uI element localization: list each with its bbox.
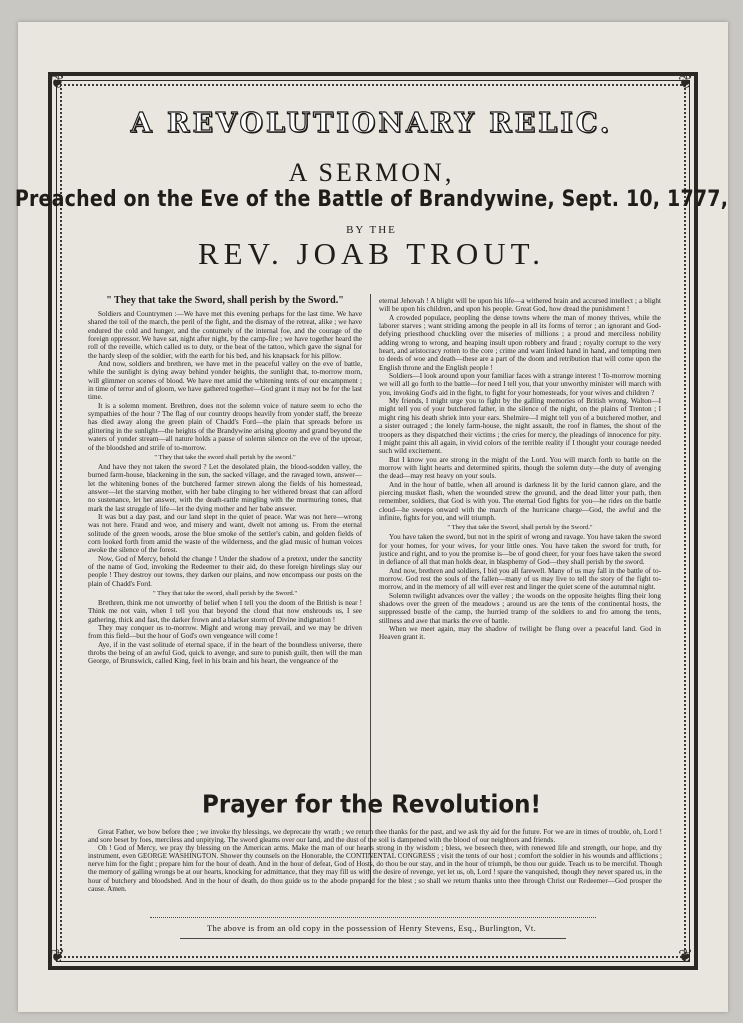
sermon-paragraph: Brethren, think me not unworthy of belief when I tell you the doom of the British is near ! Think me not vain, when I tell you that beyond the cloud that now enshrouds us, I see gathering, thick and fast, the darker frown and a blacker storm of Divine indignation ! — [88, 599, 362, 624]
sermon-paragraph: And now, soldiers and brethren, we have met in the peaceful valley on the eve of battle, while the sunlight is dying away behind yonder heights, the sunlight that, to-morrow morn, will glimmer on scenes of blood. We have met amid the whitening tents of our encampment ; in time of terror and of gloom, we have gathered together—God grant it may not be for the last time. — [88, 360, 362, 402]
prayer-paragraph: Oh ! God of Mercy, we pray thy blessing on the American arms. Make the man of our hearts strong in thy wisdom ; bless, we beseech thee, with renewed life and strength, our hope, and thy instrument, even GEORGE WASHINGTON. Shower thy counsels on the Honorable, the CONTINENTAL CONGRESS ; visit the tents of our host ; comfort the soldier in his wounds and afflictions ; nerve him for the fight ; prepare him for the hour of death. And in the hour of defeat, God of Hosts, do thou be our stay, and in the hour of triumph, be thou our guide. Teach us to be merciful. Though the memory of galling wrongs be at our hearts, knocking for admittance, that they may fill us with the desire of revenge, yet let us, oh, Lord ! spare the vanquished, though they never spared us, in the hour of butchery and bloodshed. And in the hour of death, do thou guide us to the abode prepared for the blest ; so shall we return thanks unto thee through Christ our Redeemer—God prosper the cause. Amen. — [88, 844, 662, 893]
author-name: REV. JOAB TROUT. — [198, 236, 545, 271]
page-title: A REVOLUTIONARY RELIC. — [130, 108, 613, 139]
sermon-paragraph: Aye, if in the vast solitude of eternal space, if in the heart of the boundless universe, there throbs the being of an awful God, quick to avenge, and sure to punish guilt, then will the man George, of Brunswick, called King, feel in his brain and his heart, the vengeance of the — [88, 640, 362, 666]
prayer-title: Prayer for the Revolution! — [202, 790, 541, 820]
sermon-paragraph: It was but a day past, and our land slept in the quiet of peace. War was not here—wrong was not here. Fraud and woe, and misery and want, dwelt not among us. From the eternal solitude of the green woods, arose the blue smoke of the settler's cabin, and golden fields of corn looked forth from amid the waste of the wilderness, and the glad music of human voices awoke the silence of the forest. — [88, 512, 362, 555]
divider-rule — [180, 938, 566, 939]
sermon-paragraph: And now, brethren and soldiers, I bid you all farewell. Many of us may fall in the battle of to-morrow. God rest the souls of the fallen—many of us may live to tell the story of the fight to-morrow, and in the memory of all will ever rest and linger the quiet scene of the autumnal night. — [379, 566, 661, 592]
sermon-paragraph: Soldiers and Countrymen :—We have met this evening perhaps for the last time. We have shared the toil of the march, the peril of the fight, and the dismay of the retreat, alike ; we have endured the cold and hunger, and the contumely of the internal foe, and the courage of the foreign oppressor. We have sat, night after night, by the camp-fire ; we have together heard the roll of the reveille, which called us to duty, or the beat of the tattoo, which gave the signal for the hardy sleep of the soldier, with the earth for his bed, and his knapsack for his pillow. — [88, 310, 362, 360]
sermon-paragraph: It is a solemn moment. Brethren, does not the solemn voice of nature seem to echo the sympathies of the hour ? The flag of our country droops heavily from yonder staff, the breeze has died away along the green plain of Chadd's Ford—the plain that spreads before us glittering in the sunlight—the heights of the Brandywine arising gloomy and grand beyond the waters of yonder stream—all nature holds a pause of solemn silence on the eve of the uproar, of the bloodshed and strife of to-morrow. — [88, 401, 362, 452]
sermon-paragraph: A crowded populace, peopling the dense towns where the man of money thrives, while the laborer starves ; want striding among the people in all its forms of terror ; an ignorant and God-defying priesthood chuckling over the miseries of millions ; a proud and merciless nobility adding wrong to wrong, and heaping insult upon robbery and fraud ; royalty corrupt to the very heart, and aristocracy rotten to the core ; crime and want linked hand in hand, and tempting men to deeds of woe and death—these are a part of the doom and retribution that will come upon the English throne and the English people ! — [379, 313, 661, 372]
sermon-paragraph: And have they not taken the sword ? Let the desolated plain, the blood-sodden valley, the burned farm-house, blackening in the sun, the sacked village, and the ravaged town, answer—let the whitening bones of the butchered farmer strewn along the fields of his homestead, answer—let the starving mother, with her babe clinging to her withered breast that can afford no sustenance, let her answer, with the death-rattle mingling with the murmuring tones, that mark the last struggle of life—let the dying mother and her babe answer. — [88, 462, 362, 513]
sermon-paragraph: Solemn twilight advances over the valley ; the woods on the opposite heights fling their long shadows over the green of the meadows ; around us are the tents of the continental hosts, the suppressed bustle of the camp, the hurried tramp of the soldiers to and fro among the tents, stillness and awe that marks the eve of battle. — [379, 591, 661, 625]
sermon-paragraph: But I know you are strong in the might of the Lord. You will march forth to battle on the morrow with light hearts and determined spirits, though the solemn duty—the duty of avenging the dead—may rest heavy on your souls. — [379, 455, 661, 481]
corner-ornament-top-left: ❦ — [50, 72, 66, 93]
sermon-paragraph: And in the hour of battle, when all around is darkness lit by the lurid cannon glare, and the piercing musket flash, when the wounded strew the ground, and the dead litter your path, then remember, soldiers, that God is with you. The eternal God fights for you—he rides on the battle cloud—he sweeps onward with the march of the hurricane charge—God, the awful and the infinite, fights for you, and will triumph. — [379, 480, 661, 522]
sermon-paragraph: My friends, I might urge you to fight by the galling memories of British wrong. Walton—I might tell you of your butchered father, in the silence of the night, on the plains of Trenton ; I might ring his death shriek into your ears. Shelmire—I might tell you of a butchered mother, and a sister outraged ; the lonely farm-house, the night assault, the roof in flames, the shout of the troopers as they dispatched their victims ; the cries for mercy, the pleadings of innocence for pity. I might paint this all again, in vivid colors of the terrible reality if I thought your courage needed such wild excitement. — [379, 397, 661, 456]
sermon-paragraph: You have taken the sword, but not in the spirit of wrong and ravage. You have taken the sword for your homes, for your wives, for your little ones. You have taken the sword for truth, for justice and right, and to you the promise is—be of good cheer, for your foes have taken the sword in defiance of all that man holds dear, in blasphemy of God—they shall perish by the sword. — [379, 533, 661, 567]
sermon-paragraph: Soldiers—I look around upon your familiar faces with a strange interest ! To-morrow morning we will all go forth to the battle—for need I tell you, that your unworthy minister will march with you, invoking God's aid in the fight, to fight for your homesteads, for your wives and children ? — [379, 372, 661, 397]
refrain-quote: " They that take the sword, shall perish by the Sword." — [152, 590, 298, 597]
sermon-paragraph: When we meet again, may the shadow of twilight be flung over a peaceful land. God in Heaven grant it. — [379, 625, 661, 642]
sermon-paragraph: Now, God of Mercy, behold the change ! Under the shadow of a pretext, under the sanctity of the name of God, invoking the Redeemer to their aid, do these foreign hirelings slay our people ! They destroy our towns, they darken our plains, and now encompass our posts on the plain of Chadd's Ford. — [88, 554, 362, 588]
epigraph-quote: " They that take the Sword, shall perish by the Sword." — [106, 295, 344, 306]
refrain-quote: " They that take the sword shall perish by the sword." — [154, 453, 296, 461]
sermon-subtitle: Preached on the Eve of the Battle of Brandywine, Sept. 10, 1777, — [14, 186, 729, 212]
divider-rule — [150, 917, 596, 918]
corner-ornament-bottom-right: ❦ — [678, 946, 694, 967]
by-line: BY THE — [346, 224, 397, 236]
prayer-paragraph: Great Father, we bow before thee ; we invoke thy blessings, we deprecate thy wrath ; we return thee thanks for the past, and we ask thy aid for the future. For we are in times of trouble, oh, Lord ! and sore beset by foes, merciless and unpitying. The sword gleams over our land, and the dust of the soil is dampened with the blood of our neighbors and friends. — [88, 828, 662, 845]
sermon-heading: A SERMON, — [288, 158, 455, 187]
prayer-body — [88, 828, 662, 908]
sermon-paragraph: eternal Jehovah ! A blight will be upon his life—a withered brain and accursed intellect ; a blight will be upon his children, and upon his people. Great God, how dread the punishment ! — [379, 297, 661, 314]
provenance-footnote: The above is from an old copy in the possession of Henry Stevens, Esq., Burlington, Vt. — [206, 923, 537, 933]
refrain-quote: " They that take the Sword, shall perish by the Sword." — [447, 524, 593, 532]
corner-ornament-top-right: ❦ — [678, 72, 694, 93]
sermon-paragraph: They may conquer us to-morrow. Might and wrong may prevail, and we may be driven from this field—but the hour of God's own vengeance will come ! — [88, 624, 362, 641]
corner-ornament-bottom-left: ❦ — [50, 946, 66, 967]
